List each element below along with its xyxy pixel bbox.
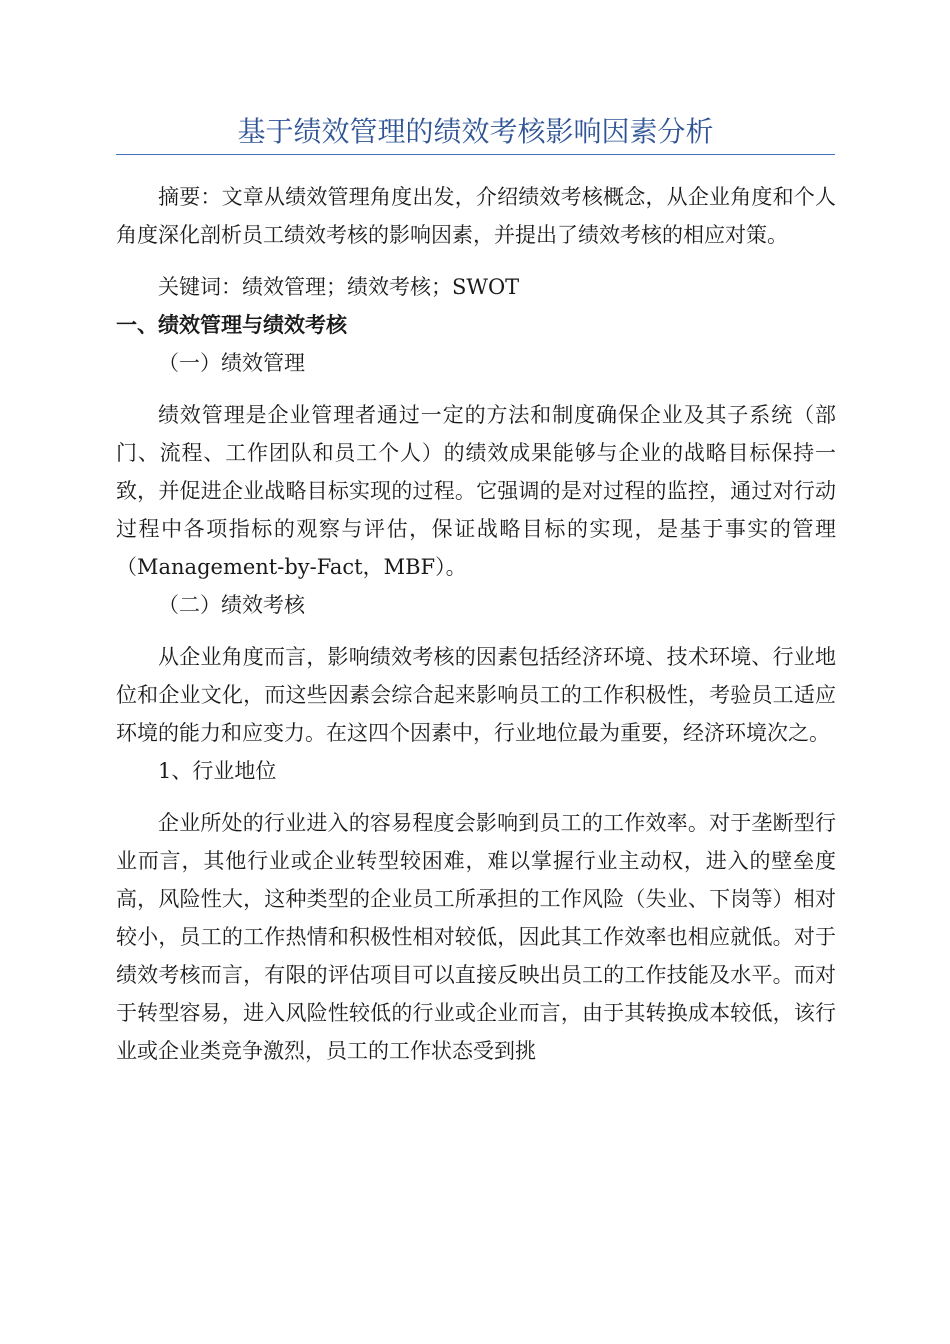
subsection-heading-performance-appraisal: （二）绩效考核 [158,593,305,617]
paragraph-industry-position: 企业所处的行业进入的容易程度会影响到员工的工作效率。对于垄断型行业而言，其他行业或企业转型较困难，难以掌握行业主动权，进入的壁垒度高，风险性大，这种类型的企业员工所承担的工作风险（失业、下岗等）相对较小，员工的工作热情和积极性相对较低，因此其工作效率也相应就低。对于绩效考核而言，有限的评估项目可以直接反映出员工的工作技能及水平。而对于转型容易，进入风险性较低的行业或企业而言，由于其转换成本较低，该行业或企业类竞争激烈，员工的工作状态受到挑 [116,811,836,1063]
section-heading: 一、绩效管理与绩效考核 [116,312,347,337]
keywords-line: 关键词：绩效管理；绩效考核；SWOT [158,275,520,299]
document-title: 基于绩效管理的绩效考核影响因素分析 [237,115,714,148]
abstract-paragraph: 摘要：文章从绩效管理角度出发，介绍绩效考核概念，从企业角度和个人角度深化剖析员工绩效考核的影响因素，并提出了绩效考核的相应对策。 [116,185,836,247]
document-body [116,178,836,1070]
subsection-heading-industry-position: 1、行业地位 [158,759,277,783]
paragraph-performance-management: 绩效管理是企业管理者通过一定的方法和制度确保企业及其子系统（部门、流程、工作团队和员工个人）的绩效成果能够与企业的战略目标保持一致，并促进企业战略目标实现的过程。它强调的是对过程的监控，通过对行动过程中各项指标的观察与评估，保证战略目标的实现，是基于事实的管理（Management-by-Fact，MBF）。 [116,403,836,579]
title-underline [116,154,835,155]
subsection-heading-performance-management: （一）绩效管理 [158,351,305,375]
paragraph-performance-appraisal: 从企业角度而言，影响绩效考核的因素包括经济环境、技术环境、行业地位和企业文化，而这些因素会综合起来影响员工的工作积极性，考验员工适应环境的能力和应变力。在这四个因素中，行业地位最为重要，经济环境次之。 [116,645,836,745]
